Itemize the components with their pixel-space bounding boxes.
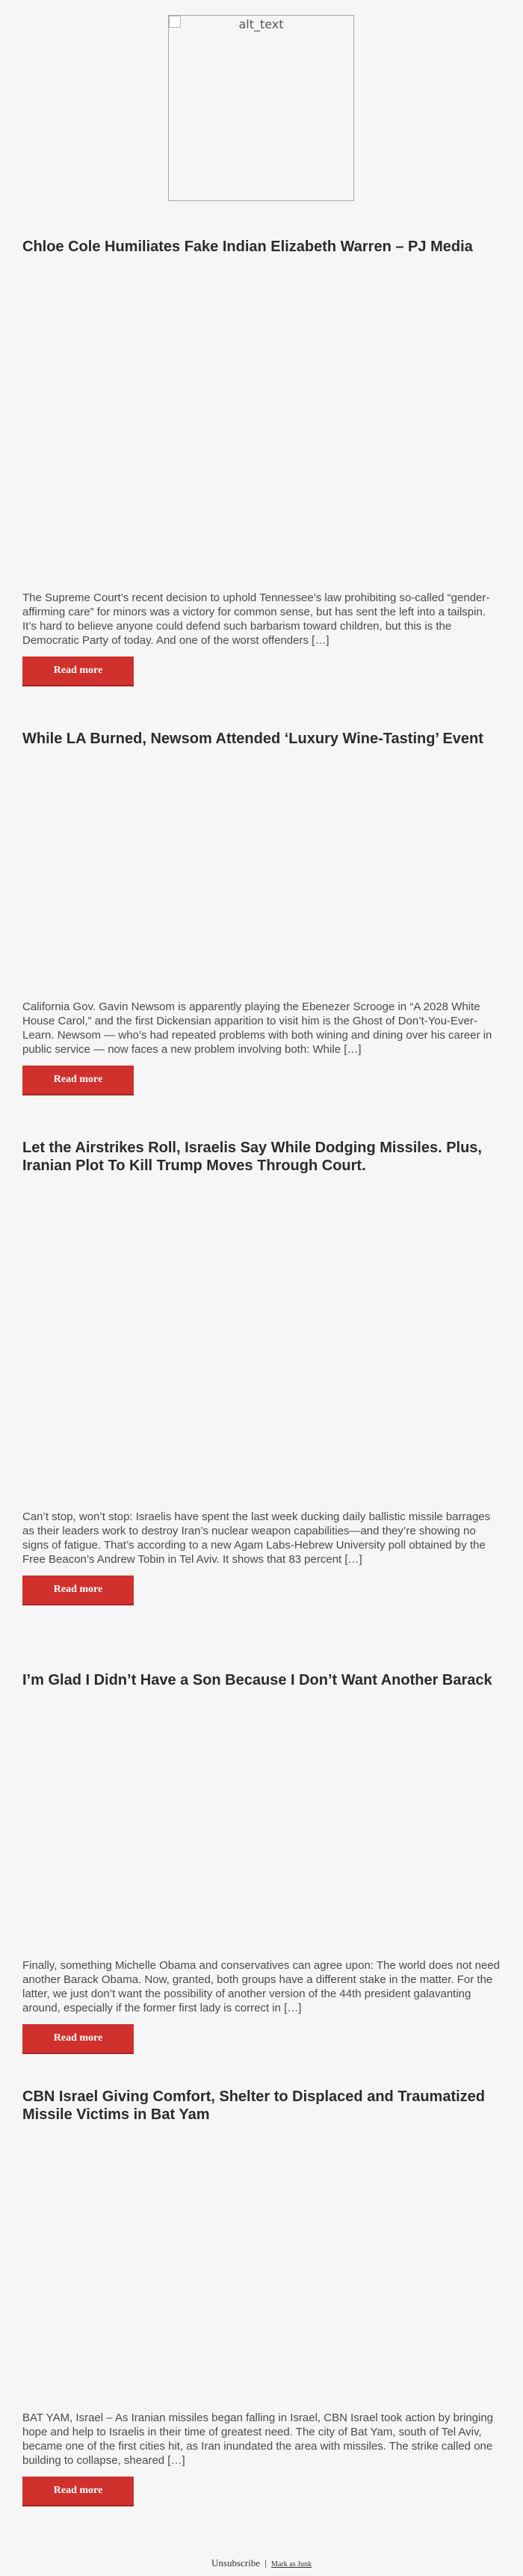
article-5: [22, 2088, 501, 2506]
article-excerpt: California Gov. Gavin Newsom is apparently playing the Ebenezer Scrooge in “A 2028 White House Carol,” and the first Dickensian apparition to visit him is the Ghost of Don’t-You-Ever-Learn. Newsom — who’s had repeated problems with both wining and dining over his career in public service — now faces a new problem involving both: While […]: [22, 1000, 492, 1056]
article-3: [22, 1139, 501, 1605]
article-image: [22, 2124, 501, 2411]
article-title[interactable]: Let the Airstrikes Roll, Israelis Say While Dodging Missiles. Plus, Iranian Plot To Kill Trump Moves Through Court.: [22, 1140, 482, 1174]
unsubscribe-link[interactable]: Unsubscribe: [211, 2557, 260, 2569]
article-4: [22, 1671, 501, 2054]
article-excerpt: Can’t stop, won’t stop: Israelis have spent the last week ducking daily ballistic missile barrages as their leaders work to destroy Iran’s nuclear weapon capabilities—and they’re showing no signs of fatigue. That’s according to a new Agam Labs-Hebrew University poll obtained by the Free Beacon’s Andrew Tobin in Tel Aviv. It shows that 83 percent […]: [22, 1510, 491, 1566]
article-1: [22, 238, 501, 686]
logo-image: [168, 15, 354, 201]
article-image: [22, 256, 501, 591]
article-image: [22, 748, 501, 1000]
read-more-button[interactable]: Read more: [22, 1576, 134, 1605]
read-more-button[interactable]: Read more: [22, 657, 134, 686]
mark-as-junk-link[interactable]: Mark as Junk: [271, 2560, 312, 2569]
read-more-button[interactable]: Read more: [22, 1066, 134, 1095]
article-excerpt: Finally, something Michelle Obama and conservatives can agree upon: The world does not need another Barack Obama. Now, granted, both groups have a different stake in the matter. For the latter, we just don’t want the possibility of another version of the 44th president galavanting around, especially if the former first lady is correct in […]: [22, 1959, 500, 2014]
article-image: [22, 1175, 501, 1510]
article-title[interactable]: I’m Glad I Didn’t Have a Son Because I Don’t Want Another Barack: [22, 1672, 492, 1688]
article-excerpt: The Supreme Court’s recent decision to uphold Tennessee’s law prohibiting so-called “gender-affirming care” for minors was a victory for common sense, but has sent the left into a tailspin. It’s hard to believe anyone could defend such barbarism toward children, but this is the Democratic Party of today. And one of the worst offenders […]: [22, 591, 490, 647]
footer: [0, 2557, 523, 2569]
read-more-button[interactable]: Read more: [22, 2477, 134, 2506]
article-title[interactable]: While LA Burned, Newsom Attended ‘Luxury Wine-Tasting’ Event: [22, 731, 483, 747]
article-title[interactable]: Chloe Cole Humiliates Fake Indian Elizabeth Warren – PJ Media: [22, 239, 473, 255]
article-image: [22, 1689, 501, 1958]
article-2: [22, 730, 501, 1095]
read-more-button[interactable]: Read more: [22, 2024, 134, 2054]
article-excerpt: BAT YAM, Israel – As Iranian missiles began falling in Israel, CBN Israel took action by bringing hope and help to Israelis in their time of greatest need. The city of Bat Yam, south of Tel Aviv, became one of the first cities hit, as Iran inundated the area with missiles. The strike called one building to collapse, sheared […]: [22, 2411, 494, 2467]
article-title[interactable]: CBN Israel Giving Comfort, Shelter to Displaced and Traumatized Missile Victims in Bat Yam: [22, 2088, 486, 2123]
footer-separator: |: [264, 2557, 267, 2569]
logo-alt-text: alt_text: [238, 17, 284, 31]
